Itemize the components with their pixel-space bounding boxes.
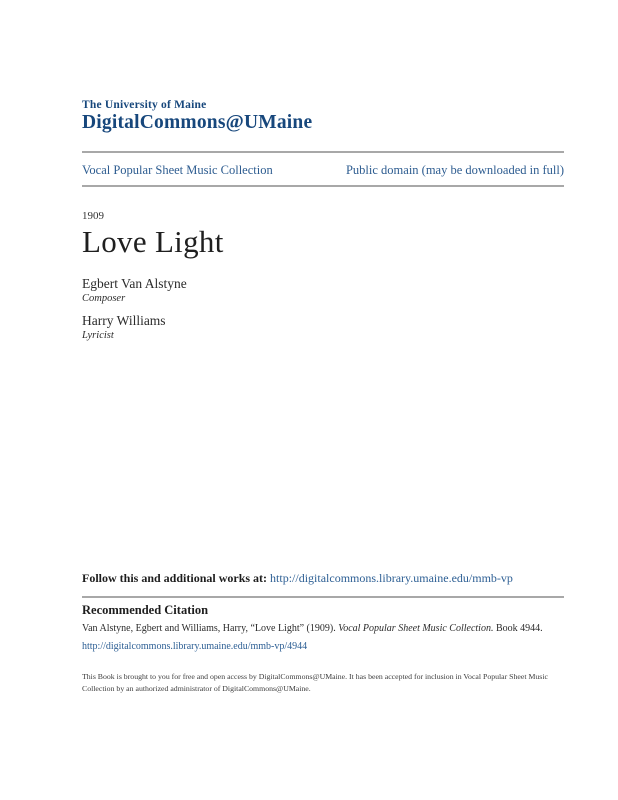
- contributor-composer: [82, 276, 564, 304]
- follow-works-row: [82, 571, 564, 586]
- contributor-role: Lyricist: [82, 330, 114, 341]
- collection-divider: [82, 185, 564, 187]
- follow-works-label: Follow this and additional works at:: [82, 571, 271, 585]
- header-divider: [82, 151, 564, 153]
- access-statement-text: This Book is brought to you for free and open access by DigitalCommons@UMaine. It has been accepted for inclusion in Vocal Popular Sheet Music Collection by an authorized administrator of DigitalCommons@UMaine.: [82, 672, 548, 693]
- collection-link[interactable]: Vocal Popular Sheet Music Collection: [82, 163, 273, 177]
- citation-link[interactable]: http://digitalcommons.library.umaine.edu/mmb-vp/4944: [82, 640, 308, 652]
- access-statement: [82, 671, 556, 694]
- citation-divider: [82, 596, 564, 598]
- contributor-name: Egbert Van Alstyne: [82, 276, 187, 291]
- citation-text: [82, 622, 564, 636]
- collection-row: [82, 163, 564, 178]
- citation-text-post: Book 4944.: [493, 623, 543, 634]
- follow-works-link[interactable]: http://digitalcommons.library.umaine.edu/mmb-vp: [270, 571, 513, 585]
- recommended-citation-section: [82, 603, 564, 654]
- work-title: Love Light: [82, 224, 224, 259]
- contributor-role: Composer: [82, 293, 126, 304]
- publication-year: 1909: [82, 210, 104, 222]
- repository-header: [82, 99, 564, 134]
- citation-text-pre: Van Alstyne, Egbert and Williams, Harry, “Love Light” (1909).: [82, 623, 339, 634]
- access-note: Public domain (may be downloaded in full): [345, 163, 564, 177]
- institution-name: The University of Maine: [82, 99, 207, 111]
- repository-name: DigitalCommons@UMaine: [82, 112, 313, 133]
- citation-heading: Recommended Citation: [82, 603, 209, 617]
- citation-collection-title: Vocal Popular Sheet Music Collection.: [338, 623, 494, 634]
- contributor-lyricist: [82, 313, 564, 341]
- contributor-name: Harry Williams: [82, 313, 166, 328]
